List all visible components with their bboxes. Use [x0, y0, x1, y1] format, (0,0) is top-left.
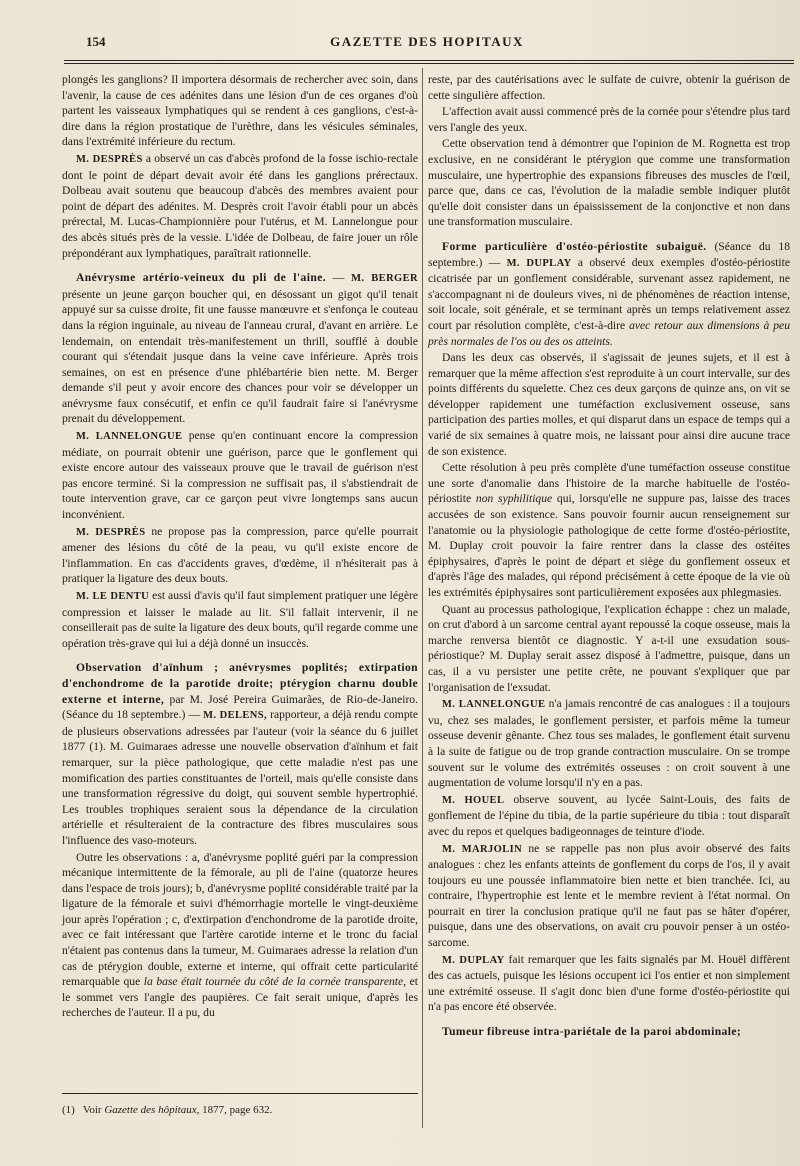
paragraph — [62, 850, 418, 1022]
page-number: 154 — [86, 34, 106, 49]
paragraph-text: pense qu'en continuant encore la compression médiate, on pourrait obtenir une guérison, parce que le gonflement qui existe encore autour des vaisseaux prouve que le travail de guérison n'est pas encore terminé. Si la compression ne suffisait pas, il s'abstiendrait de toute intervention grave, car ce garçon peut vivre longtemps sans aucun inconvénient. — [62, 429, 418, 522]
paragraph-text: Cette résolution à peu près complète d'une tuméfaction osseuse constitue une sorte d'anomalie dans l'histoire de la marche habituelle de l'ostéo-périostite — [428, 461, 790, 506]
section-heading: Tumeur fibreuse intra-pariétale de la paroi abdominale; — [442, 1025, 742, 1039]
paragraph: plongés les ganglions? Il importera désormais de rechercher avec soin, dans l'avenir, la cause de ces adénites dans une lésion d'un de ces organes d'où partent les vaisseaux lymphatiques qui se rendent à ces ganglions, c'est-à-dire dans la région prostatique de l'urèthre, dans les vésicules séminales, dans l'extrémité inférieure du rectum. — [62, 73, 418, 149]
speaker-name: M. BERGER — [351, 273, 419, 285]
paragraph: reste, par des cautérisations avec le sulfate de cuivre, obtenir la guérison de cette singulière affection. — [428, 73, 790, 102]
footnote-italic: Gazette des hôpitaux — [104, 1104, 197, 1116]
paragraph-text: a observé un cas d'abcès profond de la fosse ischio-rectale dont le point de départ devait avoir été dans les ganglions prérectaux. Dolbeau avait soutenu que beaucoup d'abcès des membres avaient pour point de départ des adénites. M. Desprès croit l'avoir établi pour un abcès prérectal, M. Lucas-Championnière pour l'utérus, et M. Lannelongue pour des abcès situés près de la vessie. L'idée de Dolbeau, de faire jouer un rôle prépondérant aux lymphatiques, paraîtrait rationnelle. — [62, 151, 419, 260]
speaker-name: M. LANNELONGUE — [442, 699, 546, 711]
speaker-name: M. MARJOLIN — [442, 843, 523, 855]
paragraph-text: observe souvent, au lycée Saint-Louis, des faits de gonflement de l'épine du tibia, de la partie supérieure du tibia : tout disparaît avec du repos et quelques badigeonnages de teinture d'iode. — [428, 792, 790, 838]
paragraph — [428, 841, 790, 951]
heading-byline: (Séance du 18 septembre.) — — [428, 239, 791, 269]
paragraph-text: , et le sommet vers l'angle des paupières. Ce fait serait unique, d'après les recherches de l'auteur. Il a pu, du — [62, 975, 418, 1020]
paragraph-text: est aussi d'avis qu'il faut simplement pratiquer une légère compression et laisser le malade au lit. S'il fallait intervenir, il ne conseillerait pas de suite la ligature des deux bouts, qu'il regarde comme une opération très-grave qui lui a déjà donné un insuccès. — [62, 589, 418, 650]
footnote-text: , 1877, page 632. — [196, 1104, 273, 1116]
paragraph-text: Outre les observations : a, d'anévrysme poplité guéri par la compression mécanique intermittente de la fémorale, au pli de l'aine (quatorze heures dans l'espace de trois jours); b, d'anévrysme poplité considérable traité par la ligature de la fémorale et suivi d'hémorrhagie mortelle le vingt-deuxième jour après l'opération ; c, d'extirpation d'enchondrome de la parotide droite, avec ce fait intéressant que l'artère carotide interne et le tronc du facial n'étaient pas contenus dans la tumeur, M. Guimaraes adresse la relation d'un cas de ptérygion double, externe et interne, qui offrait cette particularité remarquable que — [62, 850, 418, 989]
speaker-name: M. DUPLAY — [442, 954, 505, 966]
paragraph — [62, 428, 418, 523]
section-paragraph — [62, 270, 418, 427]
speaker-name: M. LE DENTU — [76, 591, 150, 602]
speaker-name: M. DESPRÈS — [76, 526, 146, 538]
section-paragraph — [428, 239, 790, 349]
speaker-name: M. LANNELONGUE — [76, 431, 183, 443]
section-heading: Anévrysme artério-veineux du pli de l'aine. — [76, 271, 327, 285]
paragraph-text: n'a jamais rencontré de cas analogues : il a toujours vu, chez ses malades, le gonflement persister, et parfois même la tumeur osseuse devenir gênante. Chez tous ses malades, le gonflement était survenu à la suite de fatigue ou de trop grande contraction musculaire. On se trompe souvent sur le volume des extrémités osseuses : on croit souvent à une augmentation de volume lorsqu'il n'y en a pas. — [428, 697, 790, 790]
paragraph-text: ne propose pas la compression, parce qu'elle pourrait amener des lésions du côté de la peau, vu qu'il existe encore de l'inflammation. En cas d'accidents graves, d'œdème, il n'hésiterait pas à pratiquer la ligature des deux bouts. — [62, 524, 418, 586]
heading-separator: — — [326, 271, 352, 285]
paragraph-text: a observé deux exemples d'ostéo-périostite cicatrisée par un gonflement considérable, survenant assez rapidement, ne s'accompagnant ni de douleurs vives, ni de phénomènes de réaction intense, soit locale, soit générale, et se terminant après un temps relativement assez court par résolution complète, c'est-à-dire — [428, 255, 791, 332]
header-rule — [64, 60, 794, 61]
italic-text: non syphilitique — [475, 492, 553, 506]
left-column — [62, 72, 418, 1022]
paragraph — [428, 460, 790, 600]
paragraph-text: qui, lorsqu'elle ne suppure pas, laisse des traces accusées de son existence. Sans pouvoir fournir aucun renseignement sur l'anatomie ou la physiologie pathologique de cette forme d'ostéo-périostite, M. Duplay croit pouvoir la faire rentrer dans la classe des ostéites épiphysaires, d'après le point de départ et siège du gonflement osseux et d'après l'âge des malades, qui répond précisément à cette époque de la vie où les extrémités épiphysaires sont particulièrement exposées aux phlegmasies. — [428, 492, 790, 599]
footnote-text: Voir — [82, 1104, 105, 1116]
column-divider — [422, 68, 423, 1128]
page-header — [62, 32, 792, 54]
section-heading: Forme particulière d'ostéo-périostite subaiguë. — [442, 239, 707, 253]
paragraph — [62, 588, 418, 651]
paragraph: Cette observation tend à démontrer que l'opinion de M. Rognetta est trop exclusive, en ne considérant le ptérygion que comme une transformation musculaire, une hypertrophie des expansions fibreuses des muscles de l'œil, parce que, dans ce cas, l'évolution de la maladie semble indiquer plutôt qu'elle doit consister dans un épaississement de la conjonctive et non dans une transformation musculaire. — [428, 137, 790, 229]
speaker-name: M. DELENS, — [203, 710, 268, 722]
paragraph-text: ne se rappelle pas non plus avoir observé des faits analogues : chez les enfants atteints de gonflement du corps de l'os, il y avait toujours eu une poussée inflammatoire bien nette et bien tranchée. Ici, au contraire, l'hypertrophie est lente et le membre revient à l'état normal. On pourrait en tirer la conclusion pratique qu'il ne faut pas se hâter d'opérer, puisque, dans une des observations, on avait cru pouvoir penser à un ostéo-sarcome. — [428, 841, 790, 950]
paragraph-text: rapporteur, a déjà rendu compte de plusieurs observations adressées par l'auteur (voir la séance du 6 juillet 1877 (1). M. Guimaraes adresse une nouvelle observation d'aïnhum et fait remarquer, sur la pièce pathologique, que cette maladie n'est pas une momification des parties constituantes de l'orteil, mais qu'elle consiste dans une transformation régressive du doigt, qui souvent semble hypertrophié. Les troubles trophiques seraient sous la dépendance de la circulation artérielle et résulteraient de la contracture des fibres musculaires sous l'influence des vaso-moteurs. — [62, 708, 418, 847]
italic-text: avec retour aux dimensions à peu près normales de l'os ou des os atteints. — [428, 318, 790, 348]
heading-byline: par M. José Pereira Guimarães, de Rio-de-Janeiro. (Séance du 18 septembre.) — — [62, 692, 418, 722]
section-heading: Observation d'aïnhum ; anévrysmes poplités; extirpation d'enchondrome de la parotide droite; ptérygion charnu double externe et interne, — [62, 661, 418, 706]
paragraph: L'affection avait aussi commencé près de la cornée pour s'étendre plus tard vers l'angle des yeux. — [428, 105, 790, 134]
section-paragraph — [62, 660, 418, 848]
italic-text: la base était tournée du côté de la cornée transparente — [143, 975, 404, 989]
speaker-name: M. DUPLAY — [506, 257, 572, 269]
paragraph — [428, 696, 790, 791]
section-heading-line — [428, 1024, 790, 1040]
speaker-name: M. HOUEL — [442, 794, 505, 806]
paragraph: Dans les deux cas observés, il s'agissait de jeunes sujets, et il est à remarquer que la même affection s'est reproduite à un court intervalle, sur des points différents du squelette. Chez ces deux garçons de quinze ans, on vit se développer rapidement une tuméfaction exclusivement osseuse, sans participation des parties molles, et qui disparut dans un espace de temps qui a varié de six semaines à quatre mois, ne laissant pour ainsi dire aucune trace de son existence. — [428, 351, 790, 458]
header-rule-thin — [64, 63, 794, 64]
paragraph — [62, 524, 418, 587]
paragraph — [428, 952, 790, 1015]
paragraph: Quant au processus pathologique, l'explication échappe : chez un malade, on crut d'abord à un sarcome central ayant repoussé la coque osseuse, mais la marche renversa bientôt ce diagnostic. Y a-t-il une exsudation sous-périostique? M. Duplay serait assez disposé à l'admettre, puisque, dans un cas, il a vu persister une petite crête, ne pouvant s'expliquer que par l'organisation de l'exsudat. — [428, 602, 790, 694]
right-column — [428, 72, 790, 1041]
speaker-name: M. DESPRÈS — [76, 153, 143, 165]
footnote — [62, 1104, 418, 1116]
paragraph-text: présente un jeune garçon boucher qui, en désossant un gigot qu'il tenait appuyé sur sa cuisse droite, fit une fausse manœuvre et s'enfonça le couteau dans la région inguinale, au niveau de l'anneau crural, d'avant en arrière. Le lendemain, on entendait très-manifestement un thrill, soufflé à double courant qui s'étendait jusque dans la veine cave inférieure. Après trois semaines, on est en présence d'une phlébartérie bien nette. M. Berger demande s'il peut y avoir encore des chances pour voir se développer un anévrysme faux consécutif, et enfin ce qu'il faudrait faire si l'anévrysme prenait du développement. — [62, 287, 418, 426]
journal-title: GAZETTE DES HOPITAUX — [330, 34, 524, 49]
footnote-rule — [62, 1093, 418, 1094]
paragraph — [428, 792, 790, 840]
footnote-number: (1) — [62, 1104, 75, 1116]
paragraph — [62, 151, 418, 261]
paragraph-text: fait remarquer que les faits signalés par M. Houël diffèrent des cas actuels, puisque les lésions occupent ici l'os entier et non simplement une extrémité osseuse. Il s'agit donc bien d'une forme d'ostéo-périostite qui n'a pas encore été observée. — [428, 952, 791, 1014]
